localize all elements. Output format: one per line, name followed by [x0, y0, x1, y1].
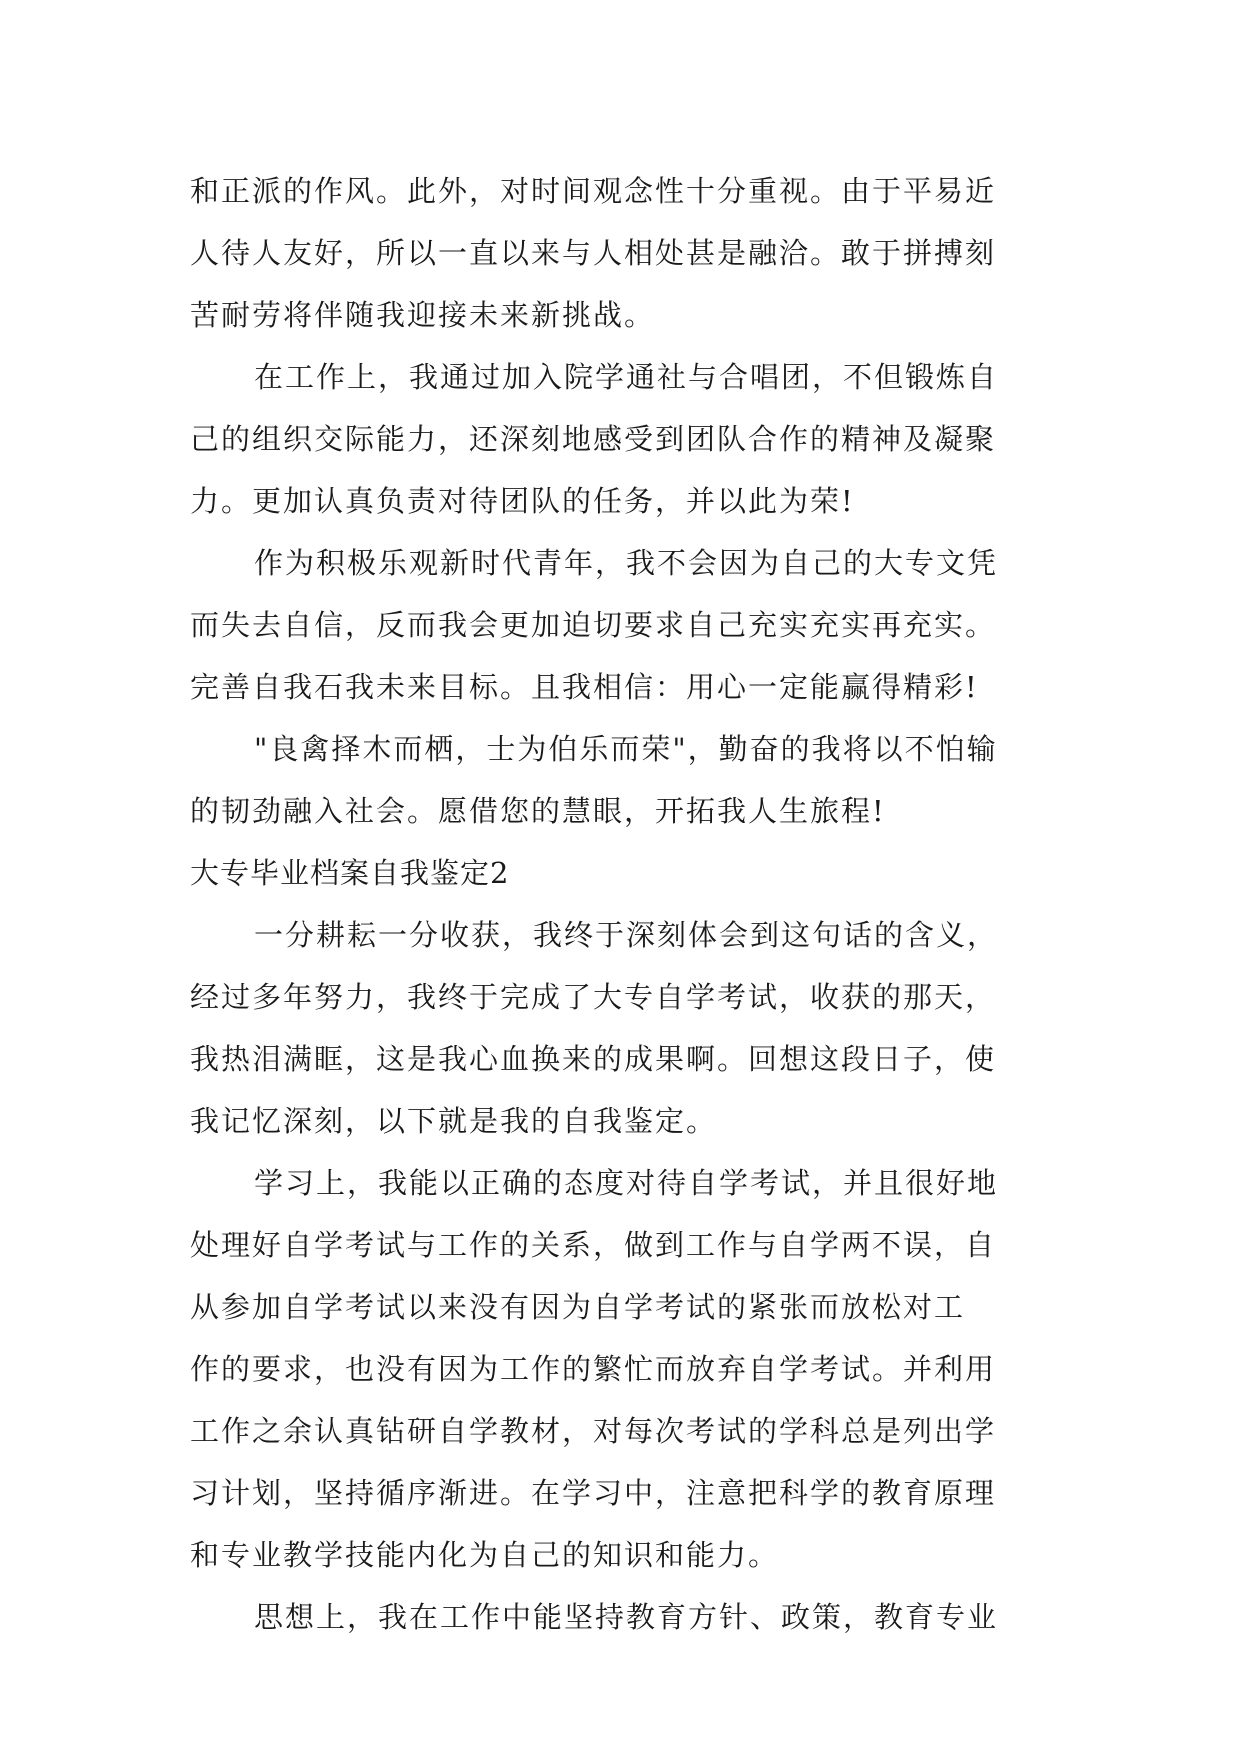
- text-line: 力。更加认真负责对待团队的任务，并以此为荣!: [190, 484, 855, 518]
- paragraph-start-line: 思想上，我在工作中能坚持教育方针、政策，教育专业: [254, 1600, 999, 1634]
- paragraph-start-line: "良禽择木而栖，士为伯乐而荣"，勤奋的我将以不怕输: [254, 732, 998, 766]
- text-line: 和正派的作风。此外，对时间观念性十分重视。由于平易近: [190, 174, 997, 208]
- document-body: [190, 160, 1070, 1648]
- text-line: 完善自我石我未来目标。且我相信：用心一定能赢得精彩!: [190, 670, 979, 704]
- text-line: 处理好自学考试与工作的关系，做到工作与自学两不误，自: [190, 1228, 997, 1262]
- paragraph-start-line: 在工作上，我通过加入院学通社与合唱团，不但锻炼自: [254, 360, 999, 394]
- paragraph-start-line: 学习上，我能以正确的态度对待自学考试，并且很好地: [254, 1166, 999, 1200]
- text-line: 作的要求，也没有因为工作的繁忙而放弃自学考试。并利用: [190, 1352, 997, 1386]
- text-line: 人待人友好，所以一直以来与人相处甚是融洽。敢于拼搏刻: [190, 236, 997, 270]
- text-line: 的韧劲融入社会。愿借您的慧眼，开拓我人生旅程!: [190, 794, 886, 828]
- text-line: 和专业教学技能内化为自己的知识和能力。: [190, 1538, 780, 1572]
- text-line: 从参加自学考试以来没有因为自学考试的紧张而放松对工: [190, 1290, 966, 1324]
- text-line: 己的组织交际能力，还深刻地感受到团队合作的精神及凝聚: [190, 422, 997, 456]
- section-heading: 大专毕业档案自我鉴定2: [190, 856, 510, 890]
- text-line: 我热泪满眶，这是我心血换来的成果啊。回想这段日子，使: [190, 1042, 997, 1076]
- text-line: 工作之余认真钻研自学教材，对每次考试的学科总是列出学: [190, 1414, 997, 1448]
- text-line: 我记忆深刻，以下就是我的自我鉴定。: [190, 1104, 718, 1138]
- text-line: 习计划，坚持循序渐进。在学习中，注意把科学的教育原理: [190, 1476, 997, 1510]
- paragraph-start-line: 作为积极乐观新时代青年，我不会因为自己的大专文凭: [254, 546, 999, 580]
- text-line: 苦耐劳将伴随我迎接未来新挑战。: [190, 298, 656, 332]
- text-line: 经过多年努力，我终于完成了大专自学考试，收获的那天，: [190, 980, 997, 1014]
- text-line: 而失去自信，反而我会更加迫切要求自己充实充实再充实。: [190, 608, 997, 642]
- paragraph-start-line: 一分耕耘一分收获，我终于深刻体会到这句话的含义，: [254, 918, 999, 952]
